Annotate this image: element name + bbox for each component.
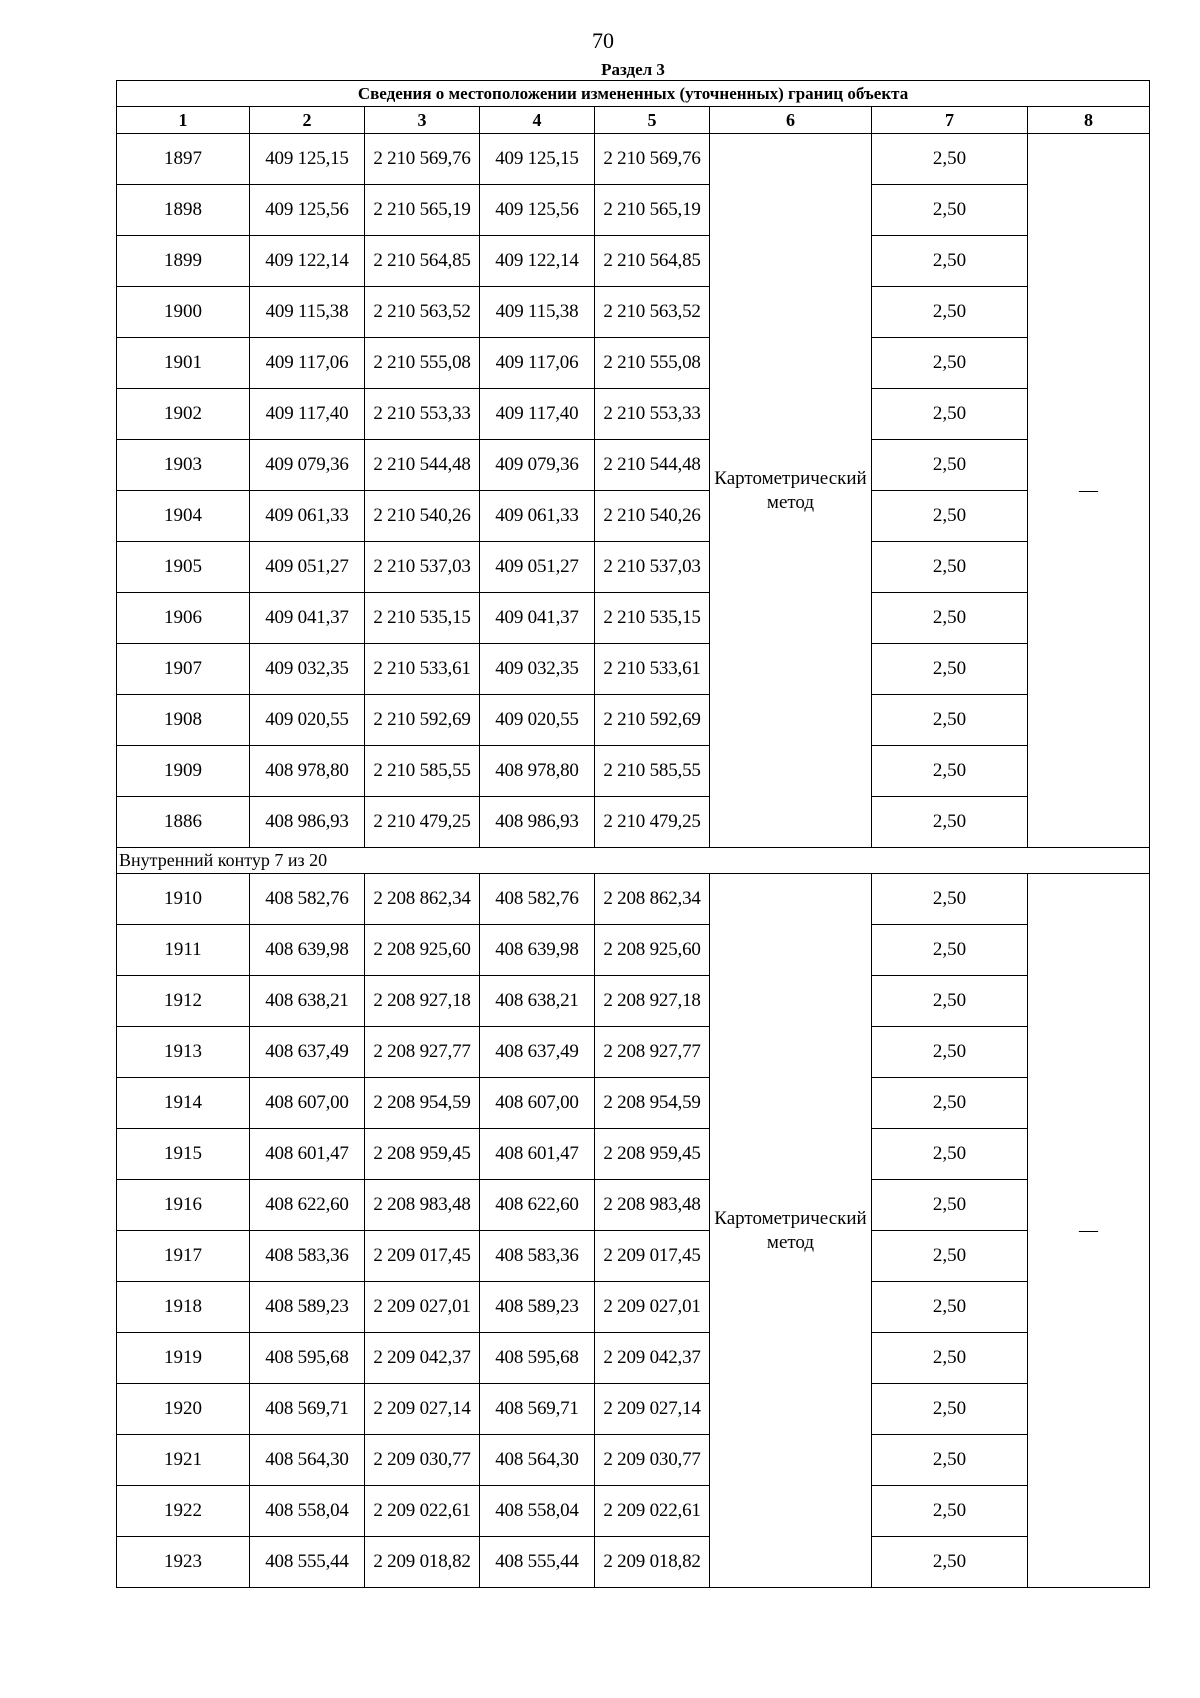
table-body bbox=[117, 81, 1150, 1588]
y-coordinate-cell: 2 210 533,61 bbox=[365, 644, 480, 695]
point-number-cell: 1912 bbox=[117, 976, 250, 1027]
point-number-cell: 1916 bbox=[117, 1180, 250, 1231]
point-number-cell: 1902 bbox=[117, 389, 250, 440]
table-row bbox=[117, 695, 1150, 746]
x-coordinate-cell: 408 582,76 bbox=[250, 874, 365, 925]
y-coordinate-cell: 2 208 927,77 bbox=[365, 1027, 480, 1078]
x-coordinate-cell: 409 079,36 bbox=[480, 440, 595, 491]
table-row bbox=[117, 1537, 1150, 1588]
x-coordinate-cell: 409 020,55 bbox=[480, 695, 595, 746]
x-coordinate-cell: 409 122,14 bbox=[250, 236, 365, 287]
y-coordinate-cell: 2 210 564,85 bbox=[595, 236, 710, 287]
x-coordinate-cell: 408 986,93 bbox=[480, 797, 595, 848]
table-caption-row bbox=[117, 81, 1150, 107]
x-coordinate-cell: 408 564,30 bbox=[480, 1435, 595, 1486]
point-number-cell: 1918 bbox=[117, 1282, 250, 1333]
x-coordinate-cell: 409 041,37 bbox=[250, 593, 365, 644]
precision-cell: 2,50 bbox=[872, 491, 1028, 542]
y-coordinate-cell: 2 210 544,48 bbox=[595, 440, 710, 491]
precision-cell: 2,50 bbox=[872, 236, 1028, 287]
x-coordinate-cell: 409 041,37 bbox=[480, 593, 595, 644]
contour-label-row bbox=[117, 848, 1150, 874]
table-row bbox=[117, 134, 1150, 185]
precision-cell: 2,50 bbox=[872, 1333, 1028, 1384]
x-coordinate-cell: 409 117,40 bbox=[480, 389, 595, 440]
x-coordinate-cell: 409 061,33 bbox=[480, 491, 595, 542]
table-row bbox=[117, 338, 1150, 389]
precision-cell: 2,50 bbox=[872, 746, 1028, 797]
y-coordinate-cell: 2 210 563,52 bbox=[365, 287, 480, 338]
y-coordinate-cell: 2 210 569,76 bbox=[595, 134, 710, 185]
column-8-cell: — bbox=[1028, 134, 1150, 848]
contour-label: Внутренний контур 7 из 20 bbox=[117, 848, 1150, 874]
table-row bbox=[117, 1282, 1150, 1333]
x-coordinate-cell: 409 125,15 bbox=[480, 134, 595, 185]
table-row bbox=[117, 185, 1150, 236]
point-number-cell: 1900 bbox=[117, 287, 250, 338]
precision-cell: 2,50 bbox=[872, 797, 1028, 848]
point-number-cell: 1910 bbox=[117, 874, 250, 925]
point-number-cell: 1915 bbox=[117, 1129, 250, 1180]
boundary-coordinates-table bbox=[116, 80, 1150, 1588]
table-row bbox=[117, 1231, 1150, 1282]
x-coordinate-cell: 409 125,56 bbox=[250, 185, 365, 236]
page-number: 70 bbox=[592, 28, 614, 53]
y-coordinate-cell: 2 209 042,37 bbox=[595, 1333, 710, 1384]
precision-cell: 2,50 bbox=[872, 1129, 1028, 1180]
y-coordinate-cell: 2 210 585,55 bbox=[365, 746, 480, 797]
point-number-cell: 1911 bbox=[117, 925, 250, 976]
y-coordinate-cell: 2 209 027,01 bbox=[595, 1282, 710, 1333]
y-coordinate-cell: 2 209 017,45 bbox=[365, 1231, 480, 1282]
precision-cell: 2,50 bbox=[872, 134, 1028, 185]
point-number-cell: 1919 bbox=[117, 1333, 250, 1384]
point-number-cell: 1922 bbox=[117, 1486, 250, 1537]
column-number: 3 bbox=[365, 107, 480, 134]
table-row bbox=[117, 1435, 1150, 1486]
precision-cell: 2,50 bbox=[872, 874, 1028, 925]
y-coordinate-cell: 2 209 018,82 bbox=[595, 1537, 710, 1588]
x-coordinate-cell: 408 569,71 bbox=[480, 1384, 595, 1435]
column-number: 2 bbox=[250, 107, 365, 134]
column-number: 6 bbox=[710, 107, 872, 134]
y-coordinate-cell: 2 210 592,69 bbox=[595, 695, 710, 746]
precision-cell: 2,50 bbox=[872, 440, 1028, 491]
x-coordinate-cell: 408 639,98 bbox=[250, 925, 365, 976]
precision-cell: 2,50 bbox=[872, 593, 1028, 644]
point-number-cell: 1901 bbox=[117, 338, 250, 389]
y-coordinate-cell: 2 210 565,19 bbox=[595, 185, 710, 236]
table-row bbox=[117, 542, 1150, 593]
precision-cell: 2,50 bbox=[872, 1537, 1028, 1588]
y-coordinate-cell: 2 210 540,26 bbox=[595, 491, 710, 542]
y-coordinate-cell: 2 208 927,77 bbox=[595, 1027, 710, 1078]
y-coordinate-cell: 2 209 022,61 bbox=[365, 1486, 480, 1537]
point-number-cell: 1923 bbox=[117, 1537, 250, 1588]
point-number-cell: 1917 bbox=[117, 1231, 250, 1282]
x-coordinate-cell: 408 583,36 bbox=[250, 1231, 365, 1282]
table-row bbox=[117, 1486, 1150, 1537]
x-coordinate-cell: 408 637,49 bbox=[250, 1027, 365, 1078]
table-row bbox=[117, 1333, 1150, 1384]
table-row bbox=[117, 287, 1150, 338]
table-row bbox=[117, 746, 1150, 797]
precision-cell: 2,50 bbox=[872, 1078, 1028, 1129]
point-number-cell: 1903 bbox=[117, 440, 250, 491]
y-coordinate-cell: 2 209 018,82 bbox=[365, 1537, 480, 1588]
y-coordinate-cell: 2 208 927,18 bbox=[595, 976, 710, 1027]
x-coordinate-cell: 408 638,21 bbox=[250, 976, 365, 1027]
point-number-cell: 1897 bbox=[117, 134, 250, 185]
x-coordinate-cell: 408 607,00 bbox=[480, 1078, 595, 1129]
y-coordinate-cell: 2 210 555,08 bbox=[365, 338, 480, 389]
x-coordinate-cell: 408 638,21 bbox=[480, 976, 595, 1027]
x-coordinate-cell: 408 558,04 bbox=[250, 1486, 365, 1537]
precision-cell: 2,50 bbox=[872, 1384, 1028, 1435]
x-coordinate-cell: 409 051,27 bbox=[480, 542, 595, 593]
column-8-cell: — bbox=[1028, 874, 1150, 1588]
x-coordinate-cell: 409 122,14 bbox=[480, 236, 595, 287]
precision-cell: 2,50 bbox=[872, 1282, 1028, 1333]
column-number: 5 bbox=[595, 107, 710, 134]
table-row bbox=[117, 440, 1150, 491]
y-coordinate-cell: 2 209 030,77 bbox=[365, 1435, 480, 1486]
table-row bbox=[117, 593, 1150, 644]
precision-cell: 2,50 bbox=[872, 338, 1028, 389]
column-number: 7 bbox=[872, 107, 1028, 134]
table-row bbox=[117, 1180, 1150, 1231]
point-number-cell: 1886 bbox=[117, 797, 250, 848]
y-coordinate-cell: 2 209 027,01 bbox=[365, 1282, 480, 1333]
y-coordinate-cell: 2 210 555,08 bbox=[595, 338, 710, 389]
y-coordinate-cell: 2 210 585,55 bbox=[595, 746, 710, 797]
y-coordinate-cell: 2 208 925,60 bbox=[365, 925, 480, 976]
y-coordinate-cell: 2 208 959,45 bbox=[365, 1129, 480, 1180]
y-coordinate-cell: 2 208 862,34 bbox=[595, 874, 710, 925]
y-coordinate-cell: 2 210 563,52 bbox=[595, 287, 710, 338]
point-number-cell: 1913 bbox=[117, 1027, 250, 1078]
x-coordinate-cell: 408 978,80 bbox=[480, 746, 595, 797]
y-coordinate-cell: 2 210 564,85 bbox=[365, 236, 480, 287]
precision-cell: 2,50 bbox=[872, 925, 1028, 976]
y-coordinate-cell: 2 210 569,76 bbox=[365, 134, 480, 185]
table-row bbox=[117, 491, 1150, 542]
y-coordinate-cell: 2 208 927,18 bbox=[365, 976, 480, 1027]
x-coordinate-cell: 408 637,49 bbox=[480, 1027, 595, 1078]
x-coordinate-cell: 408 555,44 bbox=[250, 1537, 365, 1588]
point-number-cell: 1907 bbox=[117, 644, 250, 695]
column-numbers-row bbox=[117, 107, 1150, 134]
precision-cell: 2,50 bbox=[872, 542, 1028, 593]
precision-cell: 2,50 bbox=[872, 1435, 1028, 1486]
y-coordinate-cell: 2 210 535,15 bbox=[365, 593, 480, 644]
x-coordinate-cell: 408 589,23 bbox=[480, 1282, 595, 1333]
y-coordinate-cell: 2 210 479,25 bbox=[595, 797, 710, 848]
point-number-cell: 1914 bbox=[117, 1078, 250, 1129]
x-coordinate-cell: 408 569,71 bbox=[250, 1384, 365, 1435]
column-number: 4 bbox=[480, 107, 595, 134]
method-cell: Картометрический метод bbox=[710, 874, 872, 1588]
table-row bbox=[117, 1129, 1150, 1180]
x-coordinate-cell: 408 558,04 bbox=[480, 1486, 595, 1537]
point-number-cell: 1921 bbox=[117, 1435, 250, 1486]
table-row bbox=[117, 925, 1150, 976]
x-coordinate-cell: 408 639,98 bbox=[480, 925, 595, 976]
x-coordinate-cell: 408 986,93 bbox=[250, 797, 365, 848]
table-row bbox=[117, 1078, 1150, 1129]
x-coordinate-cell: 408 622,60 bbox=[480, 1180, 595, 1231]
x-coordinate-cell: 408 601,47 bbox=[250, 1129, 365, 1180]
y-coordinate-cell: 2 210 537,03 bbox=[365, 542, 480, 593]
y-coordinate-cell: 2 209 022,61 bbox=[595, 1486, 710, 1537]
y-coordinate-cell: 2 208 954,59 bbox=[595, 1078, 710, 1129]
x-coordinate-cell: 408 564,30 bbox=[250, 1435, 365, 1486]
x-coordinate-cell: 408 601,47 bbox=[480, 1129, 595, 1180]
x-coordinate-cell: 408 978,80 bbox=[250, 746, 365, 797]
precision-cell: 2,50 bbox=[872, 287, 1028, 338]
table-row bbox=[117, 389, 1150, 440]
point-number-cell: 1920 bbox=[117, 1384, 250, 1435]
y-coordinate-cell: 2 210 479,25 bbox=[365, 797, 480, 848]
column-number: 1 bbox=[117, 107, 250, 134]
x-coordinate-cell: 408 622,60 bbox=[250, 1180, 365, 1231]
method-cell: Картометрический метод bbox=[710, 134, 872, 848]
column-number: 8 bbox=[1028, 107, 1150, 134]
point-number-cell: 1908 bbox=[117, 695, 250, 746]
y-coordinate-cell: 2 210 592,69 bbox=[365, 695, 480, 746]
precision-cell: 2,50 bbox=[872, 644, 1028, 695]
x-coordinate-cell: 409 051,27 bbox=[250, 542, 365, 593]
y-coordinate-cell: 2 208 925,60 bbox=[595, 925, 710, 976]
table-row bbox=[117, 874, 1150, 925]
x-coordinate-cell: 408 595,68 bbox=[480, 1333, 595, 1384]
y-coordinate-cell: 2 209 027,14 bbox=[365, 1384, 480, 1435]
y-coordinate-cell: 2 209 030,77 bbox=[595, 1435, 710, 1486]
point-number-cell: 1904 bbox=[117, 491, 250, 542]
x-coordinate-cell: 408 582,76 bbox=[480, 874, 595, 925]
y-coordinate-cell: 2 210 537,03 bbox=[595, 542, 710, 593]
precision-cell: 2,50 bbox=[872, 1180, 1028, 1231]
x-coordinate-cell: 408 555,44 bbox=[480, 1537, 595, 1588]
y-coordinate-cell: 2 209 017,45 bbox=[595, 1231, 710, 1282]
point-number-cell: 1909 bbox=[117, 746, 250, 797]
x-coordinate-cell: 408 589,23 bbox=[250, 1282, 365, 1333]
y-coordinate-cell: 2 210 553,33 bbox=[595, 389, 710, 440]
point-number-cell: 1898 bbox=[117, 185, 250, 236]
table-row bbox=[117, 797, 1150, 848]
table-row bbox=[117, 1384, 1150, 1435]
y-coordinate-cell: 2 210 544,48 bbox=[365, 440, 480, 491]
point-number-cell: 1905 bbox=[117, 542, 250, 593]
x-coordinate-cell: 408 595,68 bbox=[250, 1333, 365, 1384]
y-coordinate-cell: 2 208 959,45 bbox=[595, 1129, 710, 1180]
precision-cell: 2,50 bbox=[872, 1486, 1028, 1537]
precision-cell: 2,50 bbox=[872, 1027, 1028, 1078]
y-coordinate-cell: 2 209 027,14 bbox=[595, 1384, 710, 1435]
y-coordinate-cell: 2 210 535,15 bbox=[595, 593, 710, 644]
precision-cell: 2,50 bbox=[872, 185, 1028, 236]
table-row bbox=[117, 236, 1150, 287]
precision-cell: 2,50 bbox=[872, 976, 1028, 1027]
y-coordinate-cell: 2 208 983,48 bbox=[595, 1180, 710, 1231]
x-coordinate-cell: 409 117,06 bbox=[480, 338, 595, 389]
y-coordinate-cell: 2 208 862,34 bbox=[365, 874, 480, 925]
y-coordinate-cell: 2 210 565,19 bbox=[365, 185, 480, 236]
y-coordinate-cell: 2 210 553,33 bbox=[365, 389, 480, 440]
table-caption: Сведения о местоположении измененных (уточненных) границ объекта bbox=[117, 81, 1150, 107]
x-coordinate-cell: 409 115,38 bbox=[250, 287, 365, 338]
table-row bbox=[117, 976, 1150, 1027]
x-coordinate-cell: 409 079,36 bbox=[250, 440, 365, 491]
table-row bbox=[117, 1027, 1150, 1078]
point-number-cell: 1899 bbox=[117, 236, 250, 287]
x-coordinate-cell: 409 117,06 bbox=[250, 338, 365, 389]
x-coordinate-cell: 409 125,15 bbox=[250, 134, 365, 185]
x-coordinate-cell: 409 125,56 bbox=[480, 185, 595, 236]
y-coordinate-cell: 2 208 983,48 bbox=[365, 1180, 480, 1231]
section-title: Раздел 3 bbox=[601, 60, 665, 79]
x-coordinate-cell: 409 032,35 bbox=[480, 644, 595, 695]
y-coordinate-cell: 2 210 540,26 bbox=[365, 491, 480, 542]
y-coordinate-cell: 2 208 954,59 bbox=[365, 1078, 480, 1129]
y-coordinate-cell: 2 210 533,61 bbox=[595, 644, 710, 695]
x-coordinate-cell: 409 061,33 bbox=[250, 491, 365, 542]
table-row bbox=[117, 644, 1150, 695]
point-number-cell: 1906 bbox=[117, 593, 250, 644]
x-coordinate-cell: 409 032,35 bbox=[250, 644, 365, 695]
x-coordinate-cell: 409 115,38 bbox=[480, 287, 595, 338]
precision-cell: 2,50 bbox=[872, 695, 1028, 746]
x-coordinate-cell: 409 020,55 bbox=[250, 695, 365, 746]
precision-cell: 2,50 bbox=[872, 1231, 1028, 1282]
x-coordinate-cell: 408 583,36 bbox=[480, 1231, 595, 1282]
x-coordinate-cell: 409 117,40 bbox=[250, 389, 365, 440]
precision-cell: 2,50 bbox=[872, 389, 1028, 440]
x-coordinate-cell: 408 607,00 bbox=[250, 1078, 365, 1129]
y-coordinate-cell: 2 209 042,37 bbox=[365, 1333, 480, 1384]
